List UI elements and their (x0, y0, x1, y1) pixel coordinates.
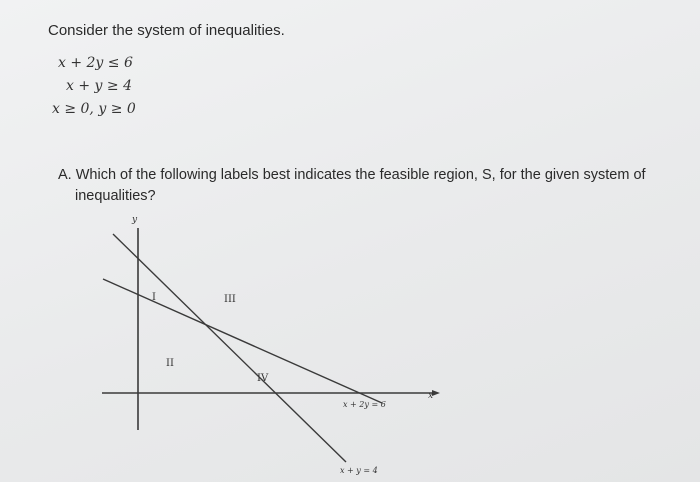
line-x-plus-2y-eq-6 (103, 279, 382, 403)
line-label-x-plus-2y-eq-6: x + 2y = 6 (343, 400, 386, 409)
inequality-1: x + 2y ≤ 6 (58, 55, 133, 71)
x-axis-arrow (432, 390, 440, 396)
region-label-II: II (166, 358, 174, 369)
region-label-III: III (224, 294, 236, 305)
line-x-plus-y-eq-4 (113, 234, 346, 462)
x-axis-label: x (428, 391, 434, 401)
inequality-2: x + y ≥ 4 (66, 78, 132, 94)
line-label-x-plus-y-eq-4: x + y = 4 (340, 466, 378, 475)
region-label-I: I (152, 292, 156, 303)
region-label-IV: IV (257, 373, 269, 384)
inequality-3: x ≥ 0, y ≥ 0 (52, 101, 136, 117)
problem-intro: Consider the system of inequalities. (48, 22, 285, 39)
question-line-2: inequalities? (75, 188, 156, 204)
question-line-1: A. Which of the following labels best indicates the feasible region, S, for the given system of (58, 167, 646, 183)
y-axis-label: y (132, 215, 138, 225)
